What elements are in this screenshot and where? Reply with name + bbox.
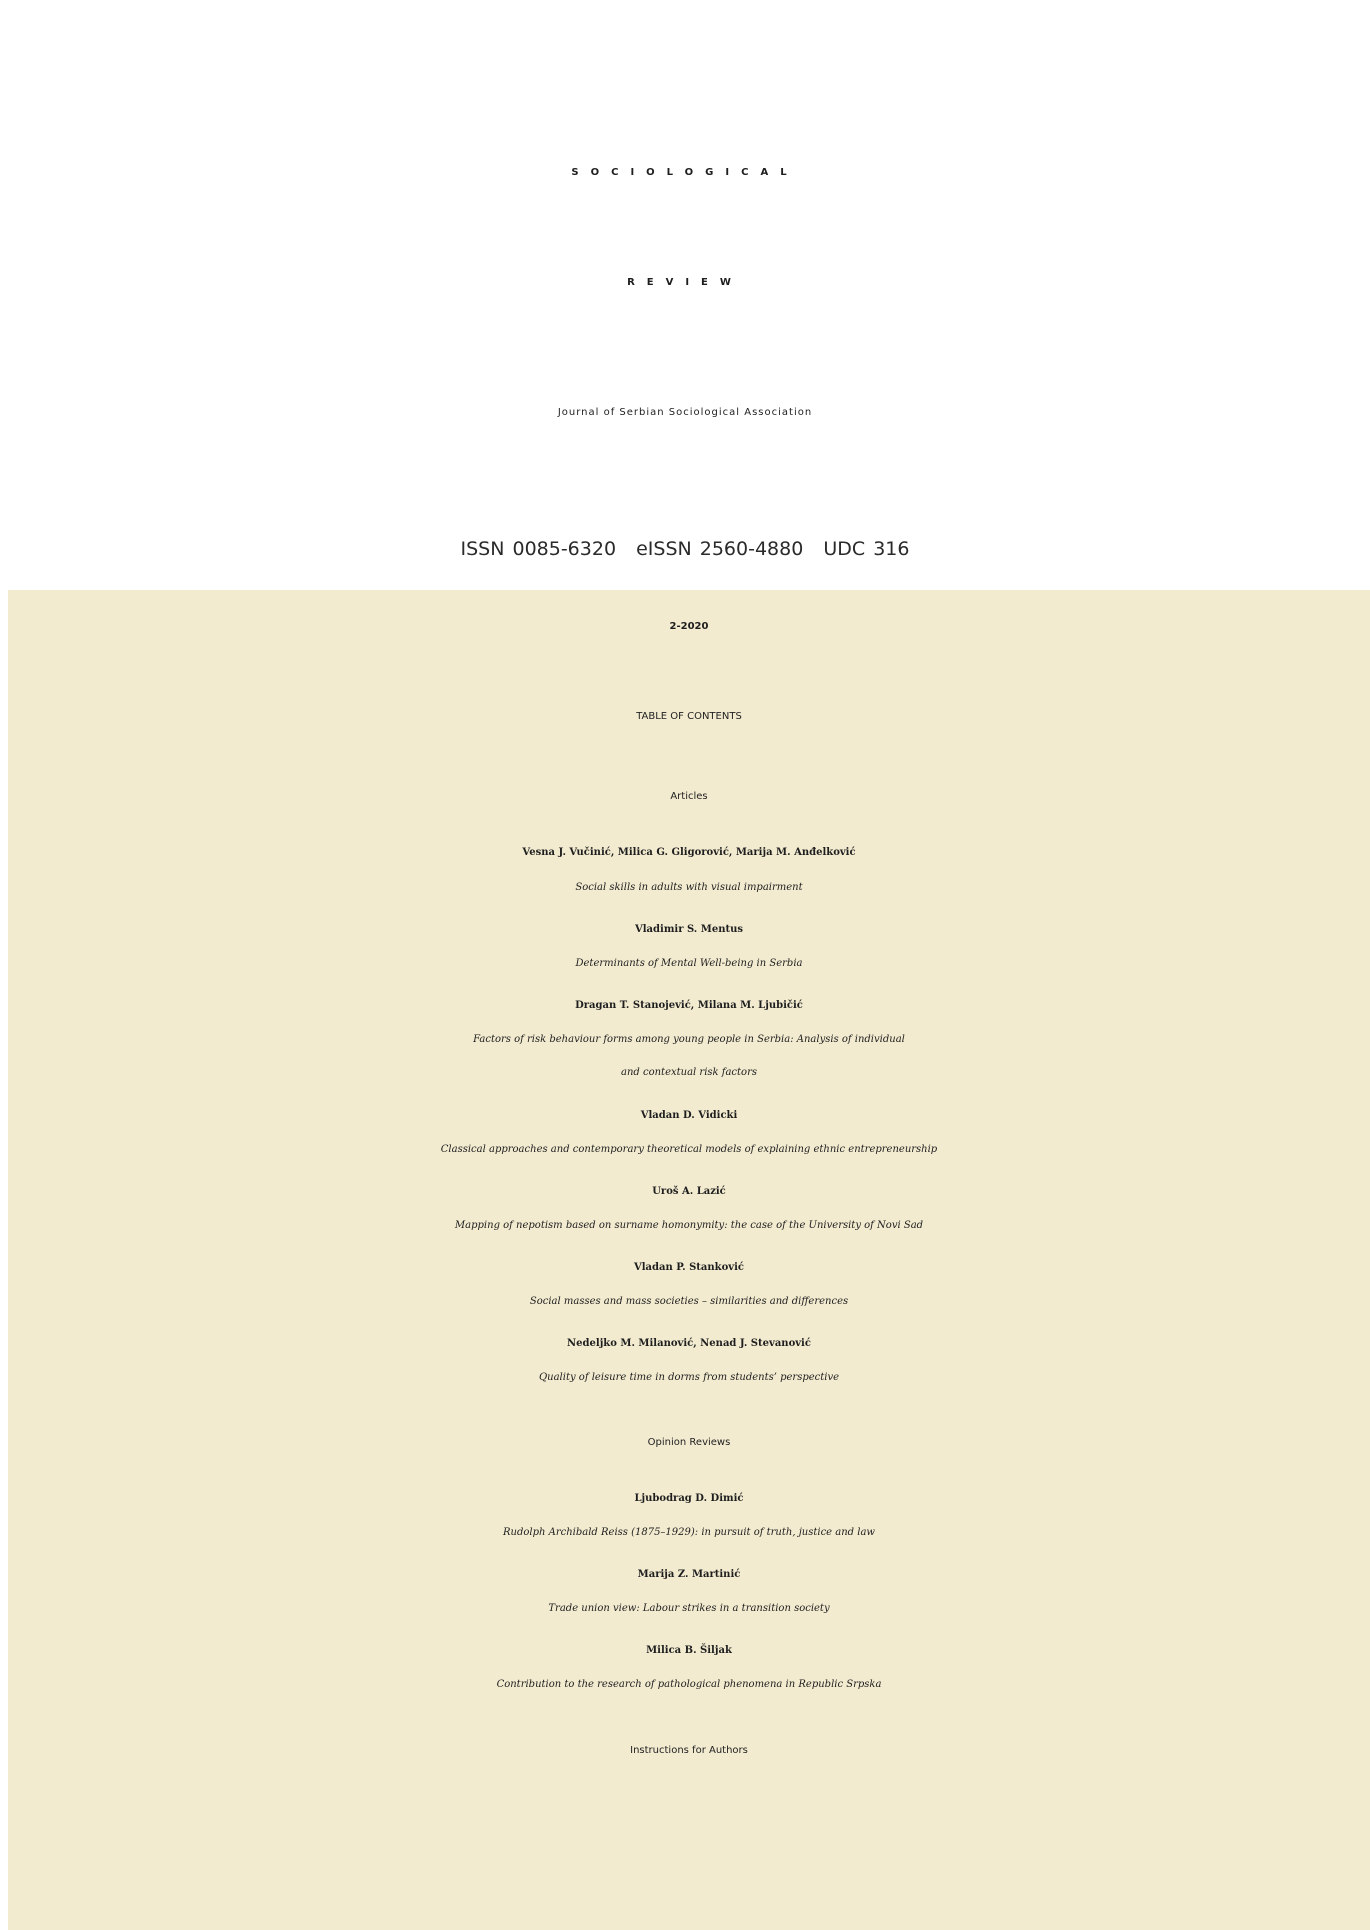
article-authors: Nedeljko M. Milanović, Nenad J. Stevanović [567, 1338, 811, 1349]
article-title-line-2: and contextual risk factors [621, 1067, 757, 1078]
article-authors: Vesna J. Vučinić, Milica G. Gligorović, Marija M. Anđelković [522, 847, 856, 858]
article-title: Mapping of nepotism based on surname homonymity: the case of the University of Novi Sad [454, 1220, 924, 1231]
article-title: Social masses and mass societies – similarities and differences [529, 1296, 849, 1307]
article-authors: Vladimir S. Mentus [634, 924, 743, 935]
journal-title-line-2: REVIEW [627, 277, 743, 288]
review-title: Trade union view: Labour strikes in a transition society [548, 1603, 830, 1614]
review-title: Rudolph Archibald Reiss (1875–1929): in pursuit of truth, justice and law [503, 1527, 875, 1538]
issue-number: 2-2020 [669, 621, 709, 632]
review-authors: Milica B. Šiljak [646, 1645, 732, 1656]
table-of-contents-panel [8, 590, 1370, 1930]
udc: UDC 316 [823, 538, 910, 560]
review-authors: Ljubodrag D. Dimić [634, 1493, 744, 1504]
issn-line [0, 540, 1370, 559]
article-authors: Vladan P. Stanković [634, 1262, 744, 1273]
article-authors: Dragan T. Stanojević, Milana M. Ljubičić [575, 1000, 803, 1011]
review-title: Contribution to the research of pathological phenomena in Republic Srpska [496, 1679, 882, 1690]
article-title-line-1: Factors of risk behaviour forms among young people in Serbia: Analysis of individual [473, 1034, 905, 1045]
toc-heading: TABLE OF CONTENTS [636, 711, 742, 722]
article-title: Quality of leisure time in dorms from students’ perspective [538, 1372, 840, 1383]
section-heading-articles: Articles [670, 791, 708, 802]
cover-header [0, 0, 1370, 590]
article-title: Determinants of Mental Well-being in Serbia [575, 958, 803, 969]
article-authors: Uroš A. Lazić [652, 1186, 726, 1197]
journal-subtitle: Journal of Serbian Sociological Association [557, 407, 813, 418]
article-title: Social skills in adults with visual impairment [575, 882, 803, 893]
review-authors: Marija Z. Martinić [637, 1569, 741, 1580]
eissn: eISSN 2560-4880 [636, 538, 804, 560]
instructions-for-authors: Instructions for Authors [630, 1745, 748, 1756]
article-title: Classical approaches and contemporary theoretical models of explaining ethnic entrepreneurship [440, 1144, 938, 1155]
section-heading-opinion-reviews: Opinion Reviews [647, 1437, 731, 1448]
issn: ISSN 0085-6320 [460, 538, 617, 560]
article-authors: Vladan D. Vidicki [640, 1110, 738, 1121]
journal-title-line-1: SOCIOLOGICAL [571, 167, 799, 178]
